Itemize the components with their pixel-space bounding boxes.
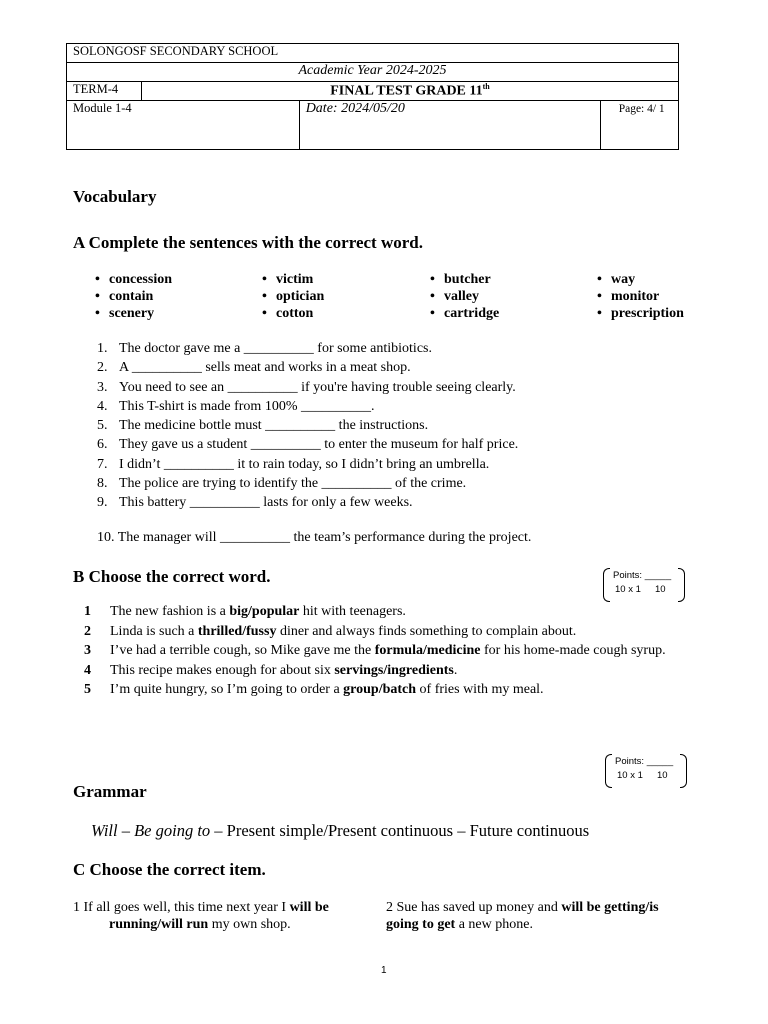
test-date: Date: 2024/05/20 (299, 100, 600, 149)
word-bank-column-4 (595, 271, 684, 322)
word-bank-item: • scenery (93, 305, 172, 322)
module-label: Module 1-4 (67, 100, 300, 149)
points-formula: 10 x 1 (617, 770, 643, 781)
list-item: 4. This T-shirt is made from 100% __________. (97, 398, 375, 414)
choice-list (84, 602, 684, 700)
sentence-10: 10. The manager will __________ the team’s performance during the project. (97, 530, 532, 545)
points-label: Points: _____ (613, 570, 672, 581)
word-bank-column-3 (428, 271, 499, 322)
list-item: 9. This battery __________ lasts for only a few weeks. (97, 495, 413, 511)
page-number: 1 (381, 965, 387, 976)
list-item: 2 Linda is such a thrilled/fussy diner and always finds something to complain about. (84, 623, 577, 639)
word-bank-item: • contain (93, 288, 172, 305)
grammar-heading: Grammar (73, 782, 147, 801)
list-item: 6. They gave us a student __________ to enter the museum for half price. (97, 437, 519, 453)
list-item: 3 I’ve had a terrible cough, so Mike gave me the formula/medicine for his home-made cough syrup. (84, 643, 666, 659)
question-2: 2 Sue has saved up money and will be getting/is going to get a new phone. (386, 900, 659, 932)
word-bank-item: • prescription (595, 305, 684, 322)
points-box (605, 754, 687, 788)
section-a-heading: A Complete the sentences with the correct word. (73, 233, 423, 252)
list-item: 3. You need to see an __________ if you're having trouble seeing clearly. (97, 379, 516, 395)
word-bank-item: • cotton (260, 305, 324, 322)
word-bank-item: • concession (93, 271, 172, 288)
word-bank-item: • monitor (595, 288, 684, 305)
list-item: 2. A __________ sells meat and works in a meat shop. (97, 360, 411, 376)
list-item: 1 The new fashion is a big/popular hit with teenagers. (84, 604, 406, 619)
question-1: 1 If all goes well, this time next year I will be running/will run my own shop. (73, 900, 329, 932)
page-info: Page: 4/ 1 (600, 100, 678, 149)
section-b-heading: B Choose the correct word. (73, 567, 271, 586)
points-formula: 10 x 1 (615, 584, 641, 595)
list-item: 8. The police are trying to identify the __________ of the crime. (97, 476, 467, 492)
academic-year: Academic Year 2024-2025 (67, 63, 679, 82)
term-label: TERM-4 (67, 82, 142, 101)
points-box (603, 568, 685, 602)
test-title: FINAL TEST GRADE 11th (142, 82, 679, 101)
word-bank-item: • optician (260, 288, 324, 305)
word-bank-item: • valley (428, 288, 499, 305)
word-bank-item: • butcher (428, 271, 499, 288)
word-bank-column-2 (260, 271, 324, 322)
list-item: 4 This recipe makes enough for about six servings/ingredients. (84, 662, 458, 678)
section-c-heading: C Choose the correct item. (73, 860, 266, 879)
points-total: 10 (657, 770, 668, 781)
list-item: 5 I’m quite hungry, so I’m going to order a group/batch of fries with my meal. (84, 682, 544, 698)
points-total: 10 (655, 584, 666, 595)
sentence-list (97, 339, 518, 513)
list-item: 7. I didn’t __________ it to rain today, so I didn’t bring an umbrella. (97, 456, 490, 472)
points-label: Points: _____ (615, 756, 674, 767)
word-bank-column-1 (93, 271, 172, 322)
vocabulary-heading: Vocabulary (73, 187, 157, 206)
grammar-topics: Will – Be going to – Present simple/Present continuous – Future continuous (91, 821, 590, 840)
word-bank-item: • way (595, 271, 684, 288)
word-bank-item: • victim (260, 271, 324, 288)
list-item: 5. The medicine bottle must __________ the instructions. (97, 418, 429, 434)
list-item: 1. The doctor gave me a __________ for some antibiotics. (97, 341, 432, 356)
school-name: SOLONGOSF SECONDARY SCHOOL (67, 44, 679, 63)
word-bank-item: • cartridge (428, 305, 499, 322)
header-table (66, 43, 679, 150)
